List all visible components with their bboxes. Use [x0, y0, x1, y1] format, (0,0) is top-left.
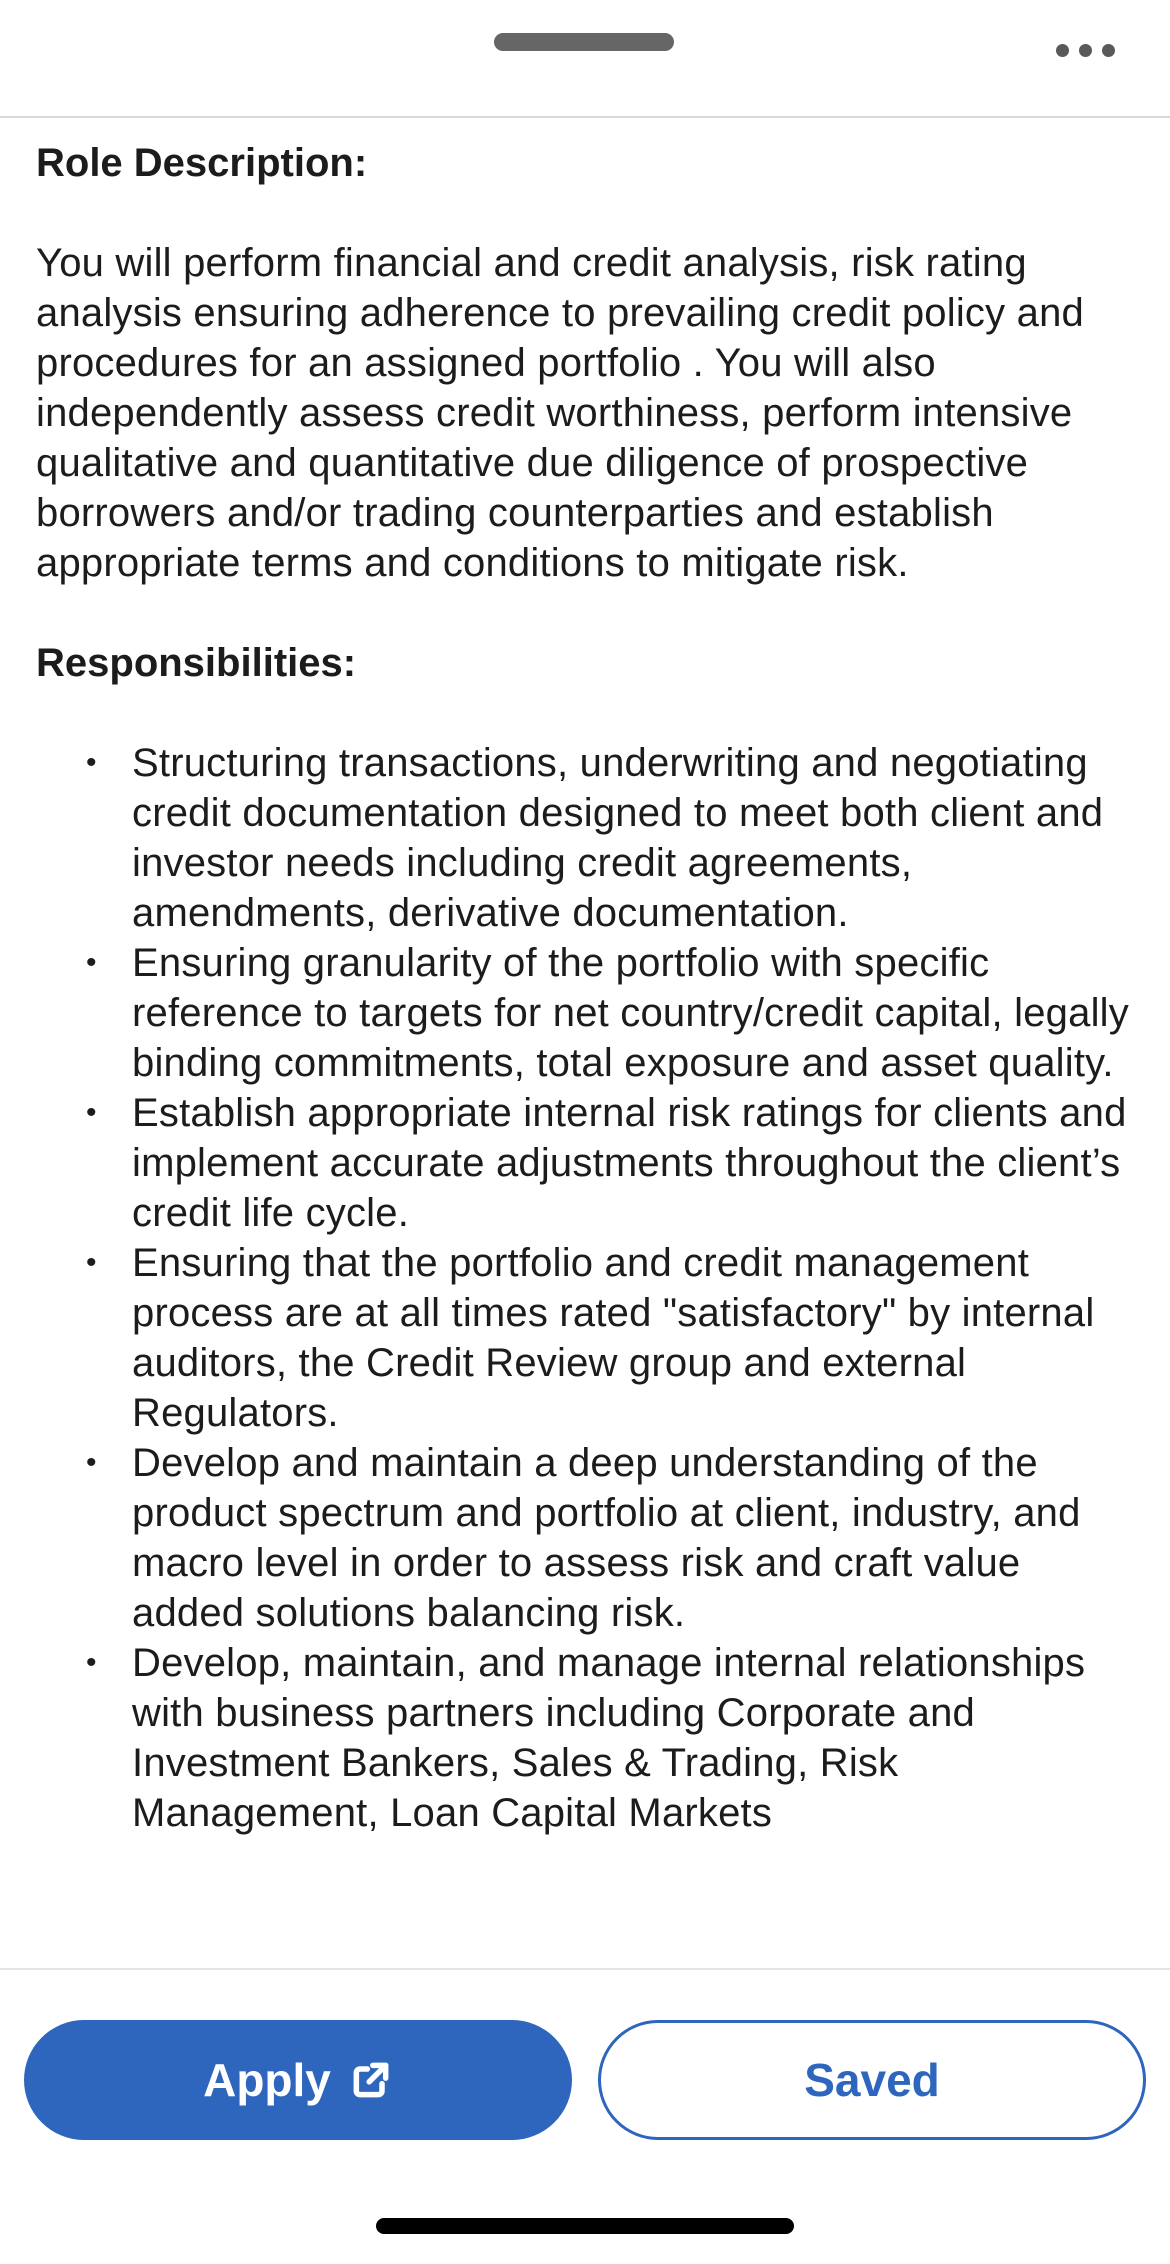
ellipsis-horizontal-icon: [1102, 44, 1115, 57]
apply-button[interactable]: [24, 2020, 572, 2140]
list-item-text: Ensuring granularity of the portfolio with specific reference to targets for net country/credit capital, legally binding commitments, total exposure and asset quality.: [132, 941, 1129, 1085]
saved-button[interactable]: Saved: [598, 2020, 1146, 2140]
list-item: [86, 1238, 1134, 1438]
list-item: [86, 1438, 1134, 1638]
bullet-icon: •: [86, 1646, 97, 1679]
external-link-icon: [349, 2058, 393, 2102]
ellipsis-horizontal-icon: [1079, 44, 1092, 57]
list-item-text: Develop and maintain a deep understanding of the product spectrum and portfolio at client, industry, and macro level in order to assess risk and craft value added solutions balancing risk.: [132, 1441, 1081, 1635]
home-indicator: [376, 2218, 794, 2234]
responsibilities-heading: Responsibilities:: [36, 641, 357, 685]
list-item: [86, 938, 1134, 1088]
sheet-header: [0, 0, 1170, 118]
responsibilities-list: [36, 738, 1134, 1838]
bullet-icon: •: [86, 1446, 97, 1479]
drag-handle[interactable]: [494, 33, 674, 51]
list-item-text: Establish appropriate internal risk ratings for clients and implement accurate adjustments throughout the client’s credit life cycle.: [132, 1091, 1127, 1235]
list-item-text: Ensuring that the portfolio and credit management process are at all times rated "satisfactory" by internal auditors, the Credit Review group and external Regulators.: [132, 1241, 1095, 1435]
action-bar: [0, 1968, 1170, 2264]
list-item: [86, 1088, 1134, 1238]
more-options-button[interactable]: [1040, 30, 1130, 70]
list-item-text: Develop, maintain, and manage internal relationships with business partners including Corporate and Investment Bankers, Sales & Trading, Risk Management, Loan Capital Markets: [132, 1641, 1086, 1835]
list-item: [86, 1638, 1134, 1838]
list-item-text: Structuring transactions, underwriting and negotiating credit documentation designed to meet both client and investor needs including credit agreements, amendments, derivative documentation.: [132, 741, 1104, 935]
role-description-heading: Role Description:: [36, 141, 368, 185]
apply-button-label: Apply: [203, 2054, 331, 2106]
bullet-icon: •: [86, 946, 97, 979]
job-description-content[interactable]: [0, 120, 1170, 1968]
bullet-icon: •: [86, 1096, 97, 1129]
role-description-text: You will perform financial and credit analysis, risk rating analysis ensuring adherence to prevailing credit policy and procedures for an assigned portfolio . You will also independently assess credit worthiness, perform intensive qualitative and quantitative due diligence of prospective borrowers and/or trading counterparties and establish appropriate terms and conditions to mitigate risk.: [36, 241, 1084, 585]
bullet-icon: •: [86, 746, 97, 779]
list-item: [86, 738, 1134, 938]
ellipsis-horizontal-icon: [1056, 44, 1069, 57]
bullet-icon: •: [86, 1246, 97, 1279]
